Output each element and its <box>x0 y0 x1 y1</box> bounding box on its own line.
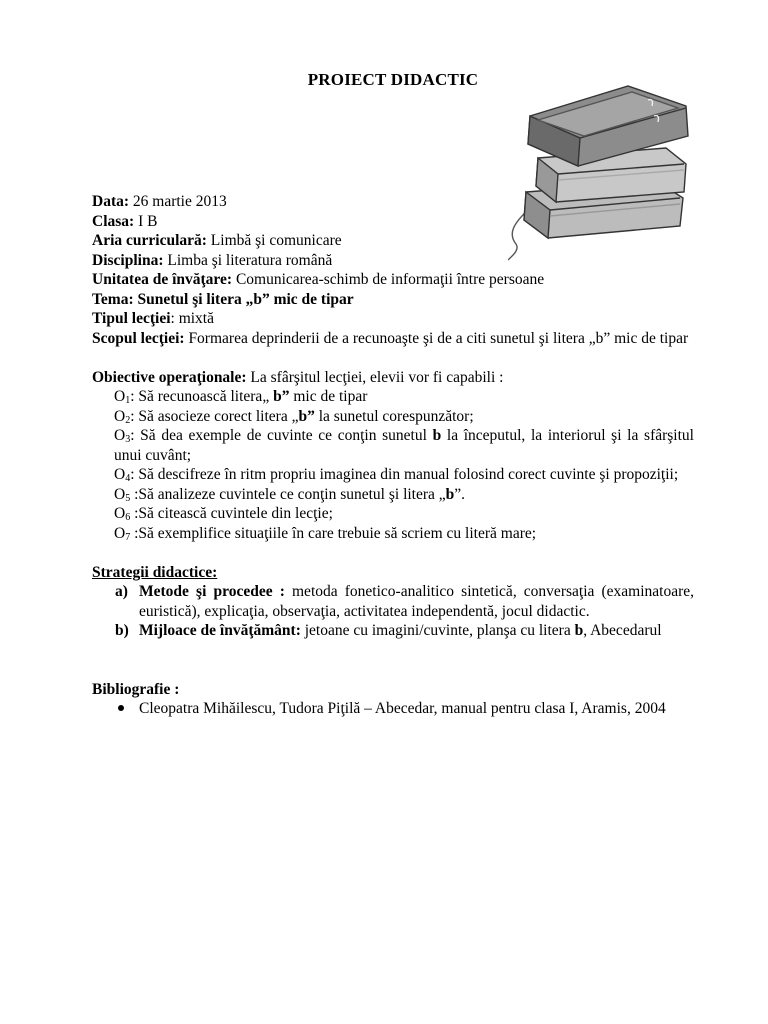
objective-item: $O_7$ :Să exemplifice situaţiile în care trebuie să scriem cu literă mare; <box>114 524 537 543</box>
objectives-list <box>92 387 694 543</box>
field-disciplina: Disciplina: Limba şi literatura română <box>92 251 333 269</box>
field-aria-curriculara: Aria curriculară: Limbă şi comunicare <box>92 232 342 249</box>
field-tema: Tema: Sunetul şi litera „b” mic de tipar <box>92 290 354 308</box>
objective-item: $O_2$: Să asocieze corect litera „b” la sunetul corespunzător; <box>114 407 474 426</box>
strategy-item-mijloace: b) Mijloace de învăţământ: jetoane cu imagini/cuvinte, planşa cu litera b, Abecedarul <box>115 622 662 639</box>
bullet-icon <box>118 705 124 711</box>
bibliography-item: Cleopatra Mihăilescu, Tudora Piţilă – Abecedar, manual pentru clasa I, Aramis, 2004 <box>92 699 694 719</box>
bibliography-heading: Bibliografie : <box>92 680 180 698</box>
document-body <box>92 192 694 719</box>
strategies-heading: Strategii didactice: <box>92 563 218 581</box>
objectives-heading: Obiective operaţionale: La sfârşitul lecţiei, elevii vor fi capabili : <box>92 368 504 386</box>
page-title: PROIECT DIDACTIC <box>307 70 479 89</box>
field-unitatea: Unitatea de învăţare: Comunicarea-schimb de informaţii între persoane <box>92 271 545 288</box>
objective-item: $O_5$ :Să analizeze cuvintele ce conţin sunetul şi litera „b”. <box>114 485 466 504</box>
field-data: Data: 26 martie 2013 <box>92 193 227 210</box>
objective-item: $O_1$: Să recunoască litera„ b” mic de tipar <box>114 388 368 406</box>
strategy-item-metode: a) Metode şi procedee : metoda fonetico-analitico sintetică, conversaţia (examinatoare, euristică), explicaţia, observaţia, activitatea independentă, jocul didactic. <box>115 583 695 620</box>
field-scopul-lectiei: Scopul lecţiei: Formarea deprinderii de a recunoaşte şi de a citi sunetul şi litera „b” mic de tipar <box>92 329 689 347</box>
objective-item: $O_6$ :Să citească cuvintele din lecţie; <box>114 505 333 523</box>
objective-item: $O_3$: Să dea exemple de cuvinte ce conţin sunetul b la începutul, la interiorul şi la sfârşitul unui cuvânt; <box>114 427 694 464</box>
field-clasa: Clasa: I B <box>92 212 158 230</box>
objective-item: $O_4$: Să descifreze în ritm propriu imaginea din manual folosind corect cuvinte şi propoziţii; <box>114 466 679 484</box>
field-tipul-lectiei: Tipul lecţiei: mixtă <box>92 310 214 327</box>
